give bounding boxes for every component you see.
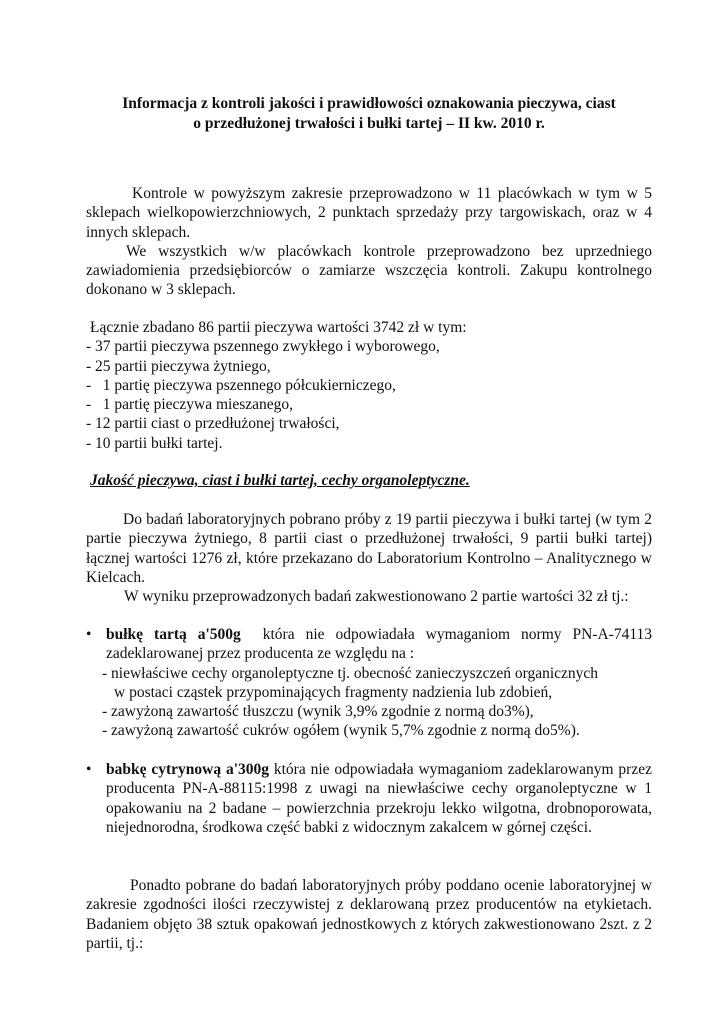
- summary-item: - 1 partię pieczywa mieszanego,: [86, 396, 294, 414]
- lab-paragraph-1: Do badań laboratoryjnych pobrano próby z 19 partii pieczywa i bułki tartej (w tym 2 partie pieczywa żytniego, 8 partii ciast o przedłużonej trwałości, 9 partii bułki tartej) łącznej wartości 1276 zł, które przekazano do Laboratorium Kontrolno – Analitycznego w Kielcach.: [86, 511, 652, 586]
- closing-paragraph: Ponadto pobrane do badań laboratoryjnych próby poddano ocenie laboratoryjnej w zakresie zgodności ilości rzeczywistej z deklarowaną przez producentów na etykietach. Badaniem objęto 38 sztuk opakowań jednostkowych z których zakwestionowano 2szt. z 2 partii, tj.:: [86, 877, 652, 952]
- bullet-1-sub-item: - niewłaściwe cechy organoleptyczne tj. obecność zanieczyszczeń organicznych: [102, 664, 599, 682]
- section-heading: Jakość pieczywa, ciast i bułki tartej, cechy organoleptyczne.: [90, 472, 470, 489]
- summary-item: - 1 partię pieczywa pszennego półcukierniczego,: [86, 376, 396, 394]
- title-line-2: o przedłużonej trwałości i bułki tartej – II kw. 2010 r.: [193, 115, 545, 132]
- closing-section: [86, 876, 652, 953]
- summary-item: - 10 partii bułki tartej.: [86, 434, 223, 452]
- bullet-2-main: [86, 760, 652, 837]
- intro-section: [86, 184, 652, 300]
- bullet-1: [86, 625, 656, 741]
- bullet-1-sub-item: - zawyżoną zawartość cukrów ogółem (wynik 5,7% zgodnie z normą do5%).: [102, 722, 580, 740]
- summary-lead: Łącznie zbadano 86 partii pieczywa wartości 3742 zł w tym:: [90, 319, 467, 336]
- title-line-1: Informacja z kontroli jakości i prawidłowości oznakowania pieczywa, ciast: [122, 95, 616, 112]
- summary-item: - 12 partii ciast o przedłużonej trwałości,: [86, 415, 340, 433]
- bullet-marker: •: [86, 626, 92, 643]
- bullet-1-text: która nie odpowiadała wymaganiom normy PN-A-74113 zadeklarowanej przez producenta ze względu na :: [106, 626, 656, 663]
- intro-paragraph-1: Kontrole w powyższym zakresie przeprowadzono w 11 placówkach w tym w 5 sklepach wielkopowierzchniowych, 2 punktach sprzedaży przy targowiskach, oraz w 4 innych sklepach.: [86, 185, 652, 241]
- bullet-marker: •: [86, 761, 92, 778]
- bullet-1-main: [86, 625, 656, 664]
- bullet-2: [86, 760, 652, 837]
- lab-section: [86, 510, 652, 606]
- document-title: [86, 94, 652, 134]
- summary-item: - 25 partii pieczywa żytniego,: [86, 357, 271, 375]
- bullet-2-text: która nie odpowiadała wymaganiom zadeklarowanym przez producenta PN-A-88115:1998 z uwagi na niewłaściwe cechy organoleptyczne w 1 opakowaniu na 2 badane – powierzchnia przekroju lekko wilgotna, drobnoporowata, niejednorodna, środkowa część babki z widocznym zakalcem w górnej części.: [106, 761, 652, 836]
- lab-paragraph-2: W wyniku przeprowadzonych badań zakwestionowano 2 partie wartości 32 zł tj.:: [124, 588, 629, 606]
- summary-item: - 37 partii pieczywa pszennego zwykłego i wyborowego,: [86, 338, 440, 356]
- intro-paragraph-2: We wszystkich w/w placówkach kontrole przeprowadzono bez uprzedniego zawiadomienia przedsiębiorców o zamiarze wszczęcia kontroli. Zakupu kontrolnego dokonano w 3 sklepach.: [86, 242, 652, 299]
- bullet-2-product: babkę cytrynową a'300g: [106, 761, 270, 778]
- bullet-1-sub-item: w postaci cząstek przypominających fragmenty nadzienia lub zdobień,: [114, 683, 553, 701]
- summary-section: [86, 318, 652, 453]
- bullet-1-sub-item: - zawyżoną zawartość tłuszczu (wynik 3,9% zgodnie z normą do3%),: [102, 703, 534, 721]
- bullet-1-product: bułkę tartą a'500g: [106, 626, 241, 643]
